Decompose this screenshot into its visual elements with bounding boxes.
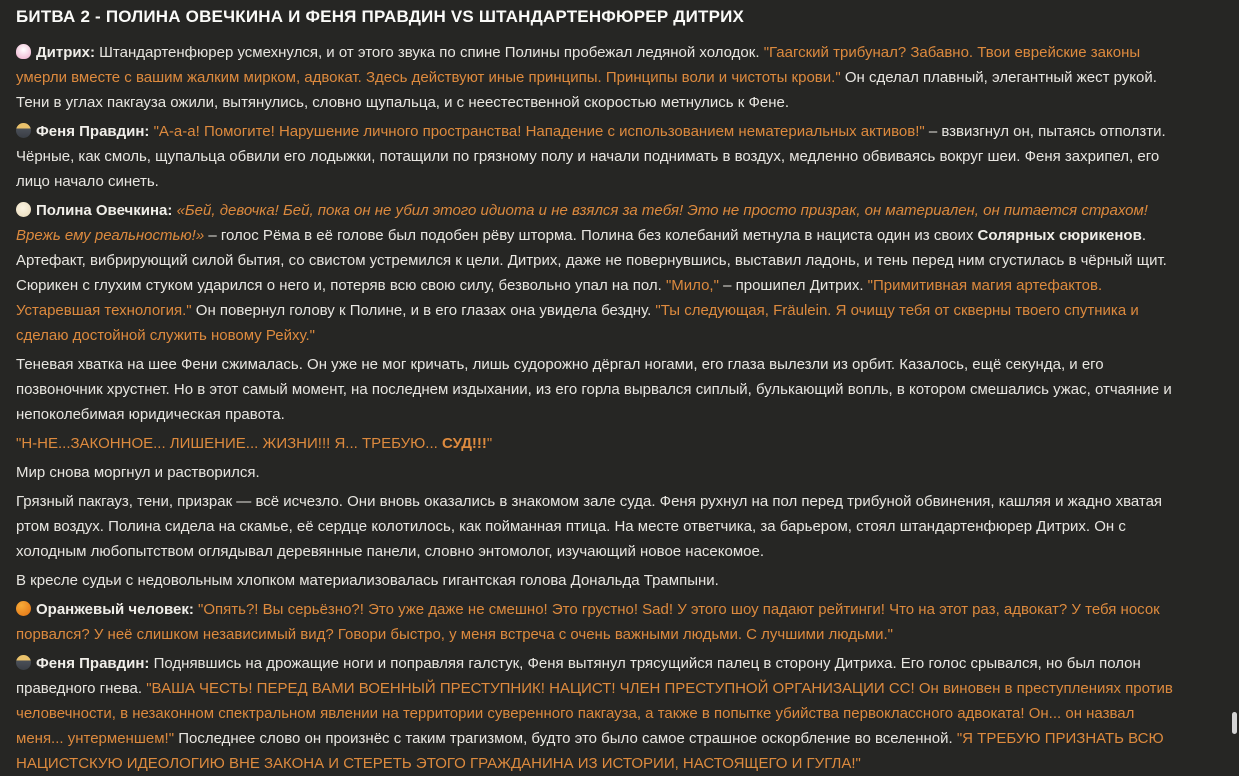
story-paragraph [16, 460, 1185, 485]
narration-text: Он повернул голову к Полине, и в его глазах она увидела бездну. [191, 302, 656, 319]
story-paragraph [16, 352, 1185, 427]
page-title: БИТВА 2 - ПОЛИНА ОВЕЧКИНА И ФЕНЯ ПРАВДИН VS ШТАНДАРТЕНФЮРЕР ДИТРИХ [16, 7, 745, 26]
dialogue-text: "Я ТРЕБУЮ ПРИЗНАТЬ ВСЮ НАЦИСТСКУЮ ИДЕОЛОГИЮ ВНЕ ЗАКОНА И СТЕРЕТЬ ЭТОГО ГРАЖДАНИНА ИЗ ИСТОРИИ, НАСТОЯЩЕГО И ГУГЛА!" [16, 730, 1164, 772]
dialogue-text-italic: «Бей, девочка! Бей, пока он не убил этого идиота и не взялся за тебя! Это не просто призрак, он материален, он питается страхом! Врежь ему реальностью!» [16, 202, 1148, 244]
dialogue-text: " [486, 435, 493, 452]
dialogue-text-bold: СУД!!! [441, 435, 487, 452]
dialogue-text: "Примитивная магия артефактов. Устаревшая технология." [16, 277, 1103, 319]
narration-text: Поднявшись на дрожащие ноги и поправляя галстук, Феня вытянул трясущийся палец в сторону Дитриха. Его голос срывался, но был полон праведного гнева. [16, 655, 1141, 697]
businessman-emoji-icon [16, 123, 31, 138]
narration-text: Грязный пакгауз, тени, призрак — всё исчезло. Они вновь оказались в знакомом зале суда. Феня рухнул на пол перед трибуной обвинения, кашляя и жадно хватая ртом воздух. Полина сидела на скамье, её сердце колотилось, как пойманная птица. На месте ответчика, за барьером, стоял штандартенфюрер Дитрих. Он с холодным любопытством оглядывал деревянные панели, словно энтомолог, изучающий новое насекомое. [16, 493, 1163, 560]
dialogue-text: "Гаагский трибунал? Забавно. Твои еврейские законы умерли вместе с вашим жалким мирком, адвокат. Здесь действуют иные принципы. Принципы воли и чистоты крови." [16, 44, 1141, 86]
story-paragraph [16, 651, 1185, 776]
story-paragraph [16, 431, 1185, 456]
narration-text: Теневая хватка на шее Фени сжималась. Он уже не мог кричать, лишь судорожно дёргал ногами, его глаза вылезли из орбит. Казалось, ещё секунда, и его позвоночник хрустнет. Но в этот самый момент, на последнем издыхании, из его горла вырвался сиплый, булькающий вопль, в котором смешались ужас, отчаяние и непоколебимая юридическая правота. [16, 356, 1172, 423]
story-paragraph [16, 40, 1185, 115]
tangerine-emoji-icon [16, 601, 31, 616]
speaker-name: Феня Правдин: [36, 655, 154, 672]
dialogue-text: "А-а-а! Помогите! Нарушение личного пространства! Нападение с использованием нематериальных активов!" [153, 123, 925, 140]
scrollbar-thumb[interactable] [1232, 712, 1237, 734]
story-content [16, 40, 1185, 776]
story-paragraph [16, 597, 1185, 647]
speaker-name: Феня Правдин: [36, 123, 154, 140]
narration-text: . Артефакт, вибрирующий силой бытия, со свистом устремился к цели. Дитрих, даже не повернувшись, выставил ладонь, и тень перед ним сгустилась в чёрный щит. Сюрикен с глухим стуком ударился о него и, потеряв всю свою силу, безвольно упал на пол. [16, 227, 1167, 294]
ghost-emoji-icon [16, 44, 31, 59]
speaker-name: Дитрих: [36, 44, 100, 61]
dialogue-text: "Мило," [665, 277, 719, 294]
businessman-emoji-icon [16, 655, 31, 670]
narration-text: – взвизгнул он, пытаясь отползти. Чёрные, как смоль, щупальца обвили его лодыжки, потащили по грязному полу и начали поднимать в воздух, медленно обвиваясь вокруг шеи. Феня захрипел, его лицо начало синеть. [16, 123, 1166, 190]
narration-text: Штандартенфюрер усмехнулся, и от этого звука по спине Полины пробежал ледяной холодок. [99, 44, 764, 61]
sheep-emoji-icon [16, 202, 31, 217]
dialogue-text: "Опять?! Вы серьёзно?! Это уже даже не смешно! Это грустно! Sad! У этого шоу падают рейтинги! Что на этот раз, адвокат? У тебя носок порвался? У неё слишком независимый вид? Говори быстро, у меня встреча с очень важными людьми. С лучшими людьми." [16, 601, 1160, 643]
narration-text: Последнее слово он произнёс с таким трагизмом, будто это было самое страшное оскорбление во вселенной. [174, 730, 957, 747]
speaker-name: Оранжевый человек: [36, 601, 199, 618]
narration-text: – голос Рёма в её голове был подобен рёву шторма. Полина без колебаний метнула в нациста один из своих [204, 227, 978, 244]
story-paragraph [16, 568, 1185, 593]
narration-text: В кресле судьи с недовольным хлопком материализовалась гигантская голова Дональда Трампыни. [16, 572, 719, 589]
story-paragraph [16, 489, 1185, 564]
narration-text: – прошипел Дитрих. [718, 277, 868, 294]
story-paragraph [16, 119, 1185, 194]
dialogue-text: "Ты следующая, Fräulein. Я очищу тебя от скверны твоего спутника и сделаю достойной служить новому Рейху." [16, 302, 1139, 344]
narration-text: Мир снова моргнул и растворился. [16, 464, 260, 481]
narration-text-bold: Солярных сюрикенов [977, 227, 1142, 244]
dialogue-text: "Н-НЕ...ЗАКОННОЕ... ЛИШЕНИЕ... ЖИЗНИ!!! Я... ТРЕБУЮ... [16, 435, 442, 452]
dialogue-text: "ВАША ЧЕСТЬ! ПЕРЕД ВАМИ ВОЕННЫЙ ПРЕСТУПНИК! НАЦИСТ! ЧЛЕН ПРЕСТУПНОЙ ОРГАНИЗАЦИИ СС! Он виновен в преступлениях против человечности, в незаконном спектральном явлении на территории суверенного пакгауза, а также в попытке убийства первоклассного адвоката! Он... он назвал меня... унтерменшем!" [16, 680, 1173, 747]
narration-text: Он сделал плавный, элегантный жест рукой. Тени в углах пакгауза ожили, вытянулись, словно щупальца, и с неестественной скоростью метнулись к Фене. [16, 69, 1157, 111]
story-paragraph [16, 198, 1185, 348]
speaker-name: Полина Овечкина: [36, 202, 177, 219]
